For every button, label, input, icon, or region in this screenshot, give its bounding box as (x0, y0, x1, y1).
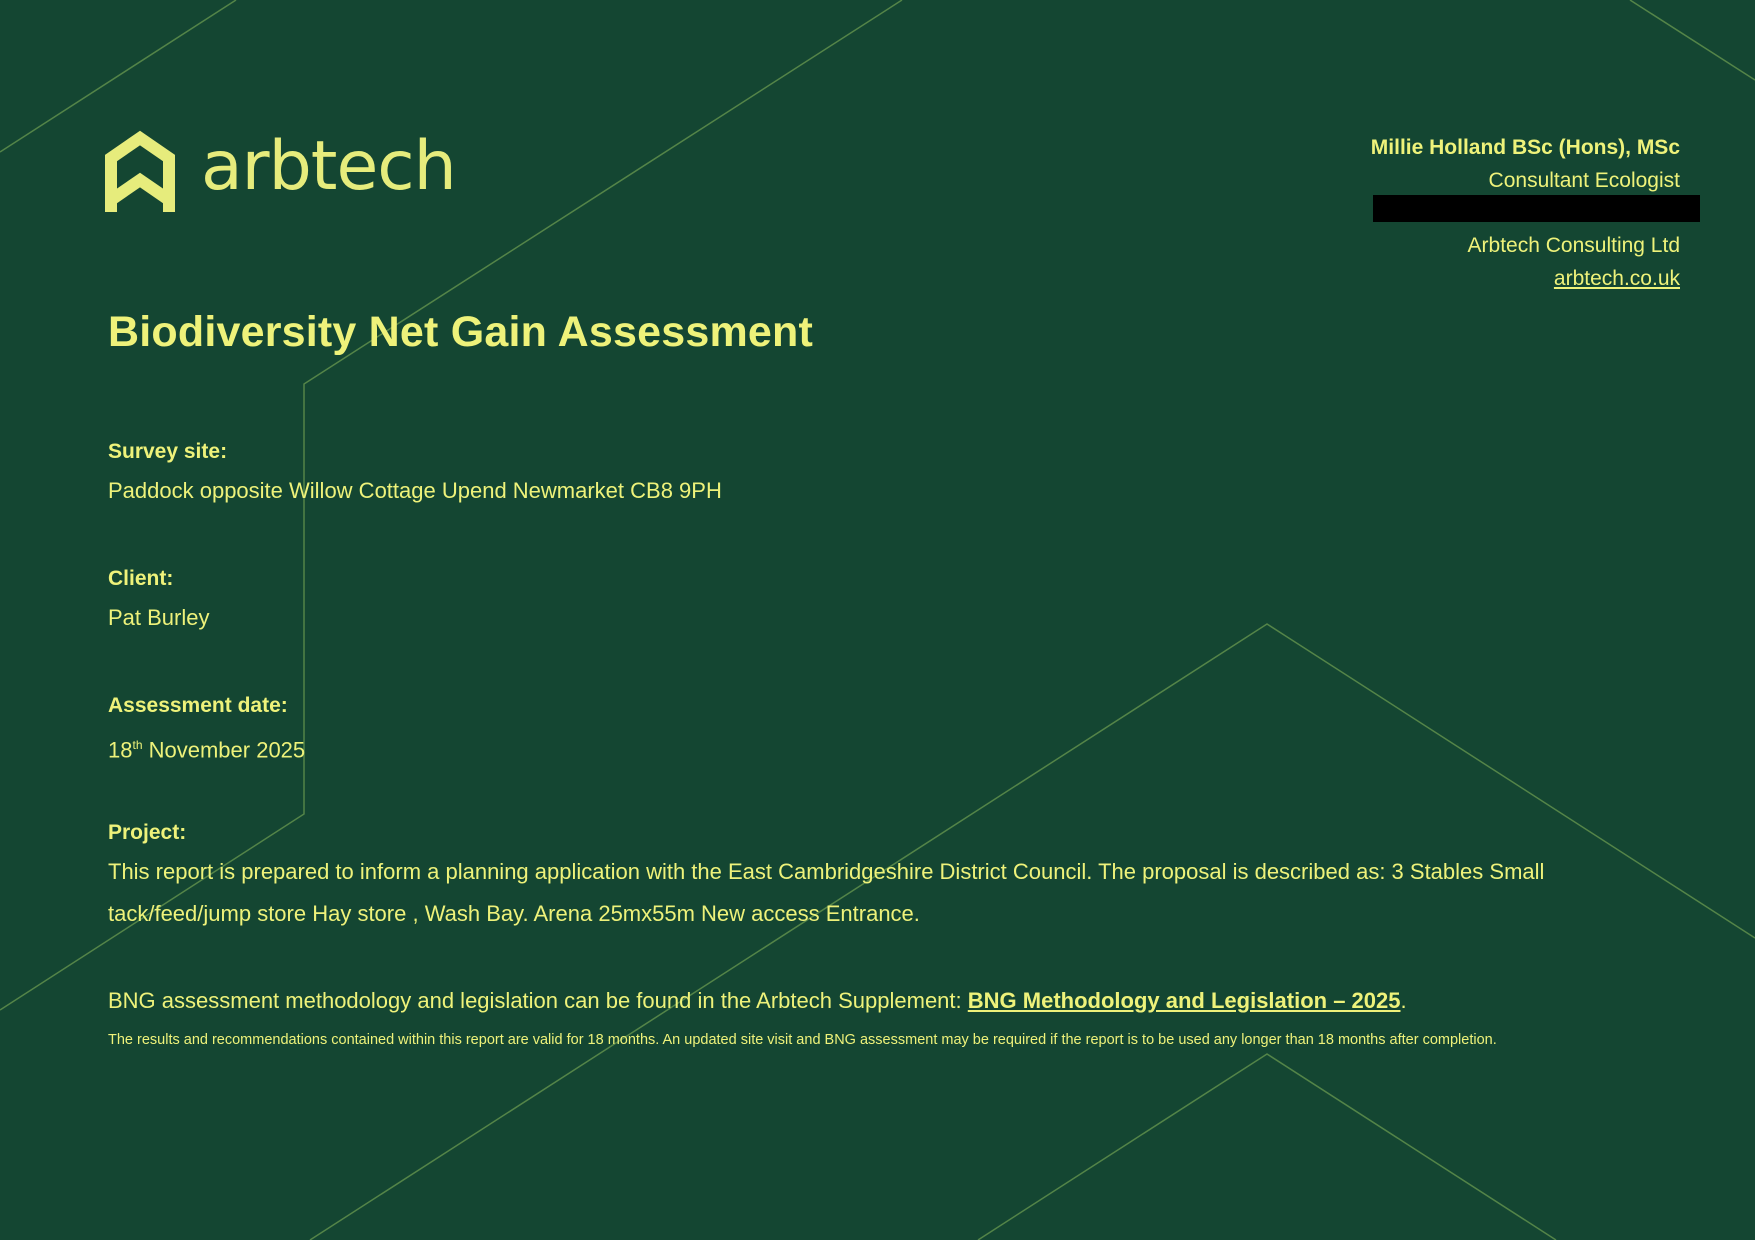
methodology-end: . (1400, 988, 1407, 1013)
company-name: Arbtech Consulting Ltd (1467, 234, 1680, 257)
validity-note: The results and recommendations contained within this report are valid for 18 months. An updated site visit and BNG assessment may be required if the report is to be used any longer than 18 months after completion. (108, 1032, 1497, 1048)
logo-wordmark: arbtech (201, 127, 456, 206)
assessment-date-label: Assessment date: (108, 694, 288, 717)
assessment-date-value (108, 724, 305, 771)
survey-site-section (108, 440, 722, 512)
arbtech-chevron-icon (105, 130, 175, 212)
methodology-line (108, 988, 1407, 1014)
date-day: 18 (108, 737, 133, 763)
methodology-link[interactable]: BNG Methodology and Legislation – 2025 (967, 988, 1401, 1013)
assessment-date-section (108, 694, 305, 771)
project-description: This report is prepared to inform a planning application with the East Cambridgeshire District Council. The proposal is described as: 3 Stables Small tack/feed/jump store Hay store , Wash Bay. Arena 25mx55m New access Entrance. (108, 859, 1545, 926)
methodology-text: BNG assessment methodology and legislation can be found in the Arbtech Supplement: (108, 988, 968, 1013)
survey-site-value: Paddock opposite Willow Cottage Upend Newmarket CB8 9PH (108, 478, 722, 503)
client-section (108, 567, 210, 639)
survey-site-label: Survey site: (108, 440, 228, 463)
date-suffix: th (132, 738, 143, 752)
redacted-contact-bar (1373, 195, 1700, 222)
page-title: Biodiversity Net Gain Assessment (108, 308, 814, 356)
project-section (108, 821, 1668, 935)
website-link[interactable]: arbtech.co.uk (1553, 267, 1680, 290)
arbtech-logo (105, 127, 456, 212)
author-role: Consultant Ecologist (1488, 169, 1680, 192)
project-label: Project: (108, 821, 187, 844)
author-name: Millie Holland BSc (Hons), MSc (1370, 136, 1680, 159)
client-label: Client: (108, 567, 174, 590)
client-value: Pat Burley (108, 605, 210, 630)
date-rest: November 2025 (142, 737, 306, 763)
